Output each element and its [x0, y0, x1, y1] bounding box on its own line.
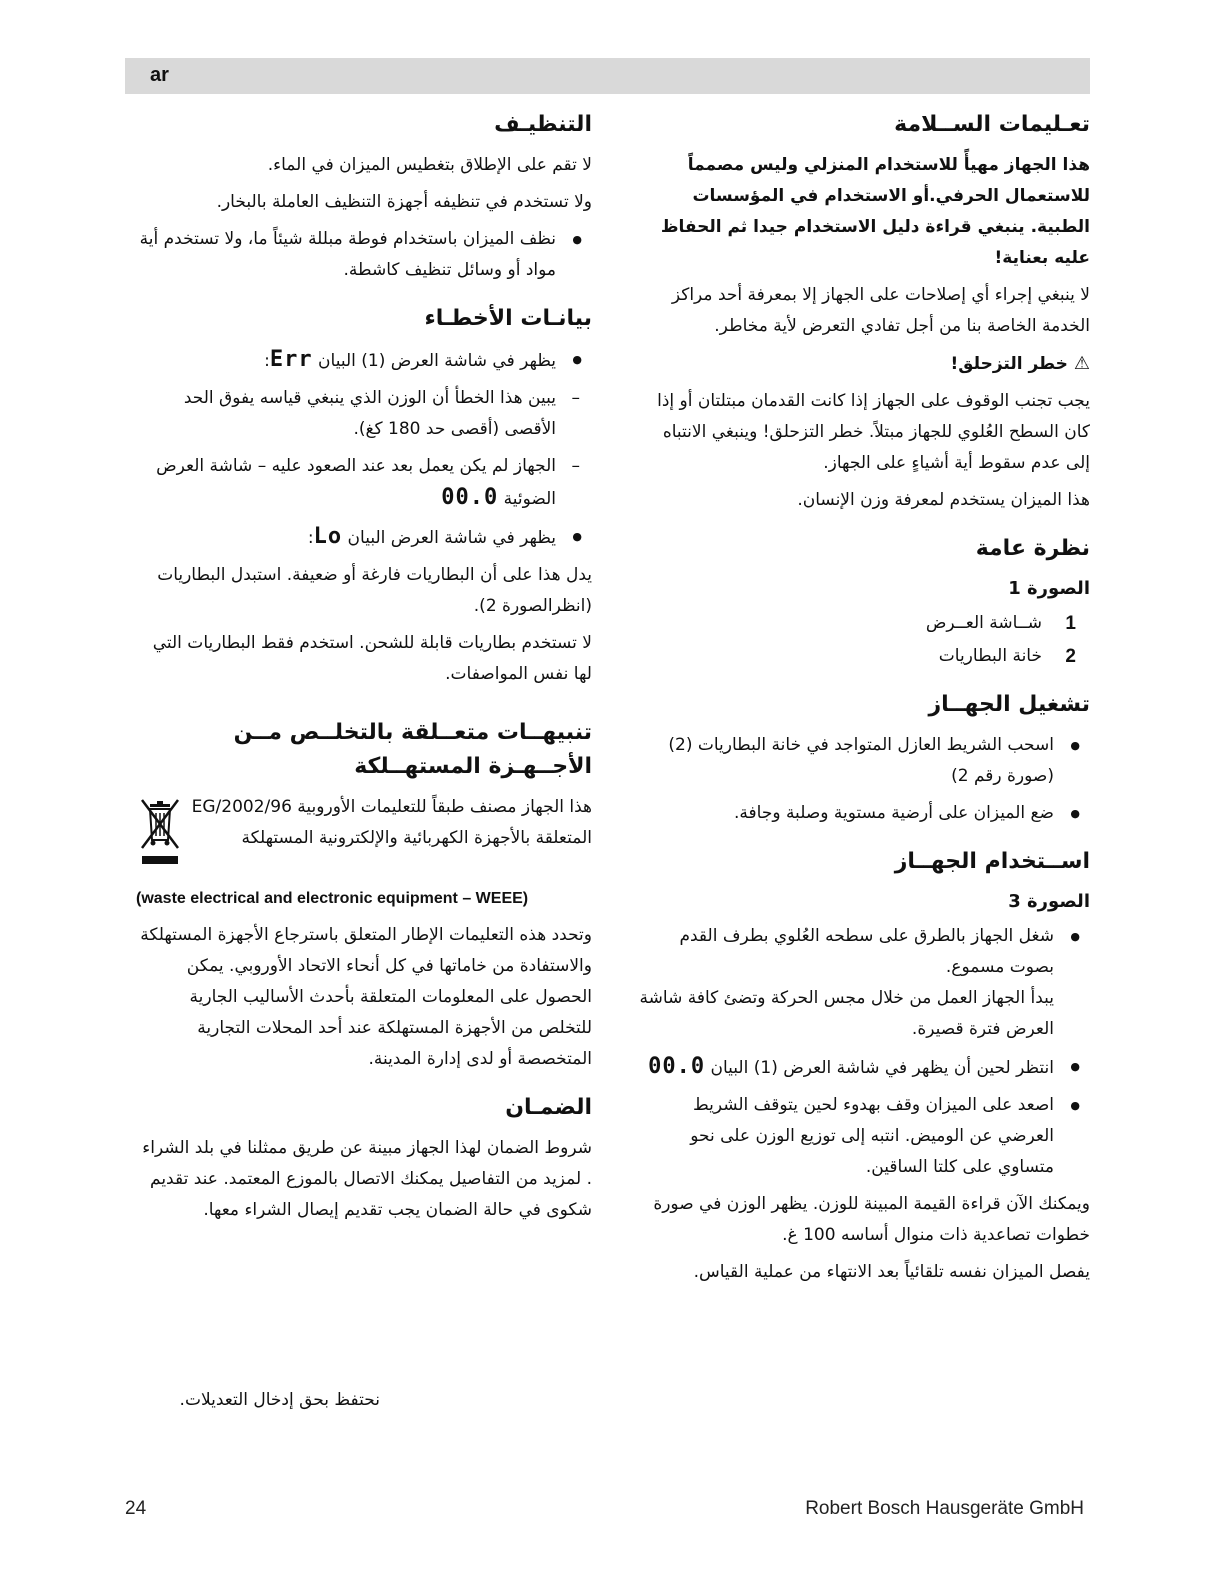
list-item: ● انتظر لحين أن يظهر في شاشة العرض (1) البيان 00.0: [636, 1051, 1090, 1084]
overview-list: [636, 608, 1090, 672]
operation-list: [636, 730, 1090, 829]
left-column: [136, 108, 592, 1232]
disposal-title: تنبيهــات متعــلقة بالتخلــص مــن الأجــهـزة المستهــلكة: [233, 720, 592, 779]
crossed-bin-icon: [136, 796, 182, 879]
cleaning-title: التنظيـف: [494, 112, 592, 137]
list-item: ● ضع الميزان على أرضية مستوية وصلبة وجافة.: [636, 798, 1090, 829]
figure-1-label: الصورة 1: [1008, 578, 1090, 599]
errors-lo-list: [136, 521, 592, 554]
list-item: ● اصعد على الميزان وقف بهدوء لحين يتوقف الشريط العرضي عن الوميض. انتبه إلى توزيع الوزن على نحو متساوي على كلتا الساقين.: [636, 1090, 1090, 1183]
list-item: ● يظهر في شاشة العرض البيان Lo:: [136, 521, 592, 554]
list-item: ● شغل الجهاز بالطرق على سطحه العُلوي بطرف القدم بصوت مسموع. يبدأ الجهاز العمل من خلال مجس الحركة وتضئ كافة شاشة العرض فترة قصيرة.: [636, 921, 1090, 1045]
list-item: 2 خانة البطاريات: [938, 646, 1076, 667]
list-item: ● اسحب الشريط العازل المتواجد في خانة البطاريات (2) (صورة رقم 2): [636, 730, 1090, 792]
lcd-zero-display: 00.0: [648, 1054, 706, 1079]
no-recharge-text: لا تستخدم بطاريات قابلة للشحن. استخدم فقط البطاريات التي لها نفس المواصفات.: [152, 633, 592, 684]
lcd-lo-display: Lo: [313, 524, 343, 549]
auto-off-text: يفصل الميزان نفسه تلقائياً بعد الانتهاء من عملية القياس.: [693, 1262, 1090, 1282]
language-code: ar: [150, 64, 169, 86]
lcd-err-display: Err: [269, 347, 313, 372]
weee-latin-text: (waste electrical and electronic equipment – WEEE): [136, 890, 529, 907]
weee-block: [136, 792, 592, 879]
errors-dash-list: [136, 383, 592, 515]
lcd-zero-display: 00.0: [441, 485, 499, 510]
errors-title: بيانـات الأخطـاء: [424, 306, 592, 331]
errors-list: [136, 344, 592, 377]
safety-repairs: لا ينبغي إجراء أي إصلاحات على الجهاز إلا بمعرفة أحد مراكز الخدمة الخاصة بنا من أجل تفادي التعرض لأية مخاطر.: [671, 285, 1090, 336]
operation-title: تشغيل الجهــاز: [928, 692, 1090, 717]
list-item: – يبين هذا الخطأ أن الوزن الذي ينبغي قياسه يفوق الحد الأقصى (أقصى حد 180 كغ).: [136, 383, 592, 445]
cleaning-text-2: ولا تستخدم في تنظيفه أجهزة التنظيف العاملة بالبخار.: [216, 192, 592, 212]
list-item: 1 شــاشة العــرض: [925, 613, 1076, 634]
slip-title: خطر التزحلق!: [950, 354, 1068, 374]
right-column: [636, 108, 1090, 1294]
weee-text: هذا الجهاز مصنف طبقاً للتعليمات الأوروبية 2002/96/EG المتعلقة بالأجهزة الكهربائية والإلكترونية المستهلكة: [191, 797, 592, 848]
slip-warning-heading: [636, 348, 1090, 380]
safety-intro: هذا الجهاز مهيأً للاستخدام المنزلي وليس مصمماً للاستعمال الحرفي.أو الاستخدام في المؤسسات الطبية. ينبغي قراءة دليل الاستخدام جيدا ثم الحفاظ عليه بعناية!: [660, 155, 1090, 268]
usage-title: اســتخدام الجهــاز: [894, 849, 1090, 874]
safety-title: تعـليمات الســلامة: [894, 112, 1090, 137]
figure-3-label: الصورة 3: [1008, 891, 1090, 912]
overview-title: نظرة عامة: [975, 536, 1090, 561]
warranty-title: الضمـان: [505, 1095, 592, 1120]
warning-triangle-icon: ⚠: [1073, 353, 1090, 374]
weight-info: ويمكنك الآن قراءة القيمة المبينة للوزن. يظهر الوزن في صورة خطوات تصاعدية ذات منوال أساسه 100 غ.: [653, 1194, 1090, 1245]
list-item: ● نظف الميزان باستخدام فوطة مبللة شيئاً ما، ولا تستخدم أية مواد أو وسائل تنظيف كاشطة.: [136, 224, 592, 286]
battery-weak-text: يدل هذا على أن البطاريات فارغة أو ضعيفة. استبدل البطاريات (انظرالصورة 2).: [157, 565, 592, 616]
list-item: – الجهاز لم يكن يعمل بعد عند الصعود عليه – شاشة العرض الضوئية 00.0: [136, 451, 592, 515]
company-name: Robert Bosch Hausgeräte GmbH: [805, 1498, 1084, 1519]
page-number: 24: [125, 1498, 147, 1519]
modification-note: نحتفظ بحق إدخال التعديلات.: [179, 1390, 380, 1410]
language-bar: [125, 58, 1090, 94]
cleaning-list: [136, 224, 592, 286]
cleaning-text-1: لا تقم على الإطلاق بتغطيس الميزان في الماء.: [267, 155, 592, 175]
list-item: ● يظهر في شاشة العرض (1) البيان Err:: [136, 344, 592, 377]
warranty-text: شروط الضمان لهذا الجهاز مبينة عن طريق ممثلنا في بلد الشراء . لمزيد من التفاصيل يمكنك الاتصال بالموزع المعتمد. عند تقديم شكوى في حالة الضمان يجب تقديم إيصال الشراء معها.: [142, 1138, 592, 1220]
disposal-text: وتحدد هذه التعليمات الإطار المتعلق باسترجاع الأجهزة المستهلكة والاستفادة من خاماتها في كل أنحاء الاتحاد الأوروبي. يمكن الحصول على المعلومات المتعلقة بأحدث الأساليب الجارية للتخلص من الأجهزة المستهلكة عند أحد المحلات التجارية المتخصصة أو لدى إدارة المدينة.: [140, 925, 592, 1069]
purpose-text: هذا الميزان يستخدم لمعرفة وزن الإنسان.: [797, 490, 1090, 510]
usage-list: [636, 921, 1090, 1183]
slip-text: يجب تجنب الوقوف على الجهاز إذا كانت القدمان مبتلتان أو إذا كان السطح العُلوي للجهاز مبتلاً. خطر التزحلق! وينبغي الانتباه إلى عدم سقوط أية أشياءٍ على الجهاز.: [657, 391, 1090, 473]
